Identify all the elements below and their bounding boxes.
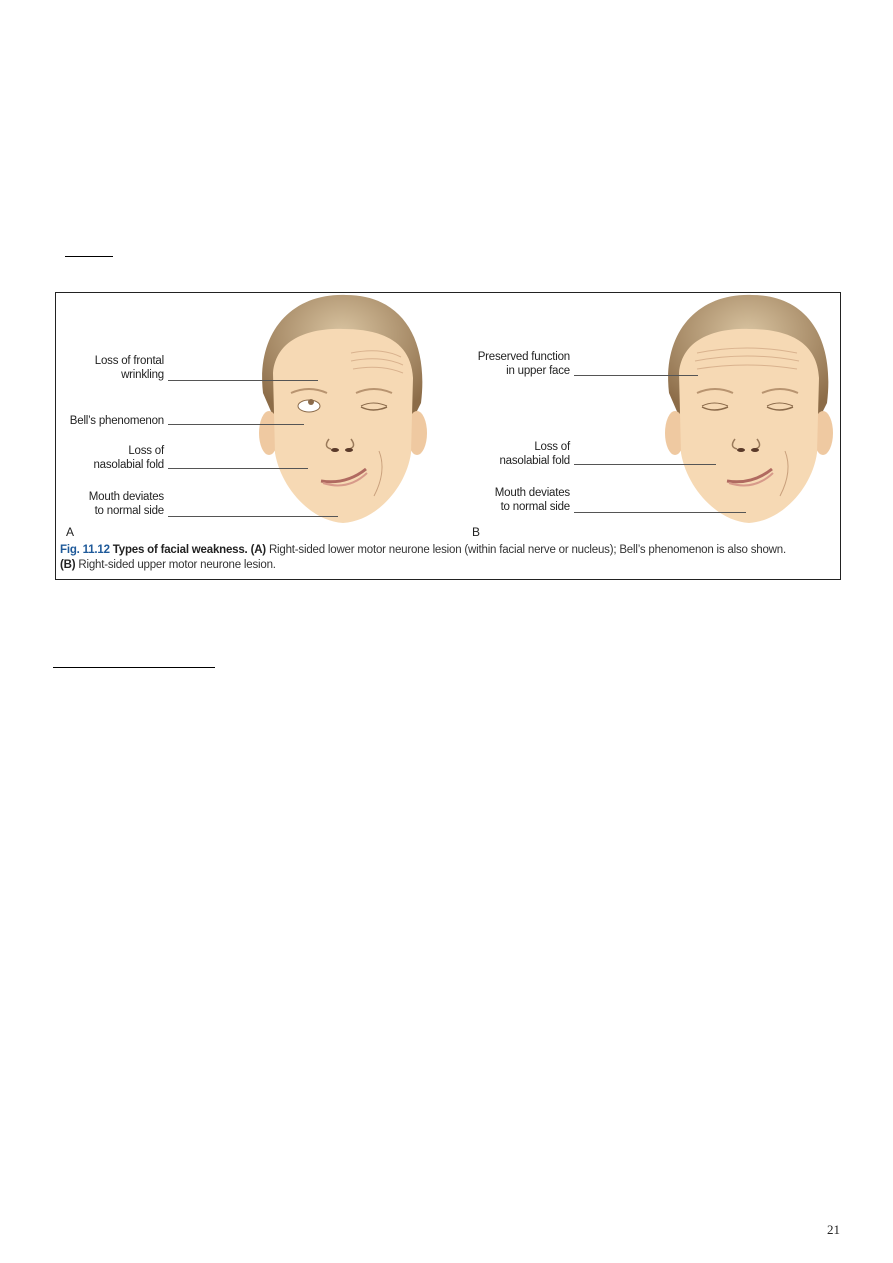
label-text: nasolabial fold [93,459,164,471]
face-illustration-b [657,293,837,533]
leader-line [168,516,338,517]
leader-line [574,512,746,513]
heading-underline-long [53,667,215,668]
caption-b-text: Right-sided upper motor neurone lesion. [78,559,276,571]
label-text: Loss of [534,441,570,453]
caption-a-tag: (A) [250,544,266,556]
facial-weakness-figure [55,292,841,580]
face-illustration-a [251,293,431,533]
leader-line [574,464,716,465]
label-text: Bell’s phenomenon [69,415,164,427]
caption-fig-number: Fig. 11.12 [60,544,110,556]
heading-underline-short [65,256,113,257]
label-text: to normal side [500,501,570,513]
label-loss-nasolabial-fold-a [93,444,164,472]
label-text: Preserved function [477,351,570,363]
label-loss-nasolabial-fold-b [499,440,570,468]
panel-letter-b: B [472,525,481,539]
leader-line [168,424,304,425]
label-text: to normal side [94,505,164,517]
panel-letter-a: A [66,525,75,539]
caption-b-tag: (B) [60,559,76,571]
page-number: 21 [827,1222,840,1237]
label-bells-phenomenon [70,414,164,428]
label-text: Mouth deviates [88,491,164,503]
figure-caption [60,543,836,573]
label-mouth-deviates-a [89,490,164,518]
label-mouth-deviates-b [495,486,570,514]
leader-line [574,375,698,376]
label-loss-frontal-wrinkling [95,354,164,382]
label-text: Loss of frontal [94,355,164,367]
caption-a-text: Right-sided lower motor neurone lesion (within facial nerve or nucleus); Bell’s phenomenon is also shown. [268,544,786,556]
label-text: nasolabial fold [499,455,570,467]
label-text: in upper face [506,365,570,377]
label-text: Mouth deviates [494,487,570,499]
label-text: wrinkling [121,369,164,381]
leader-line [168,380,318,381]
label-preserved-function [478,350,570,378]
caption-title: Types of facial weakness. [112,544,248,556]
label-text: Loss of [128,445,164,457]
leader-line [168,468,308,469]
